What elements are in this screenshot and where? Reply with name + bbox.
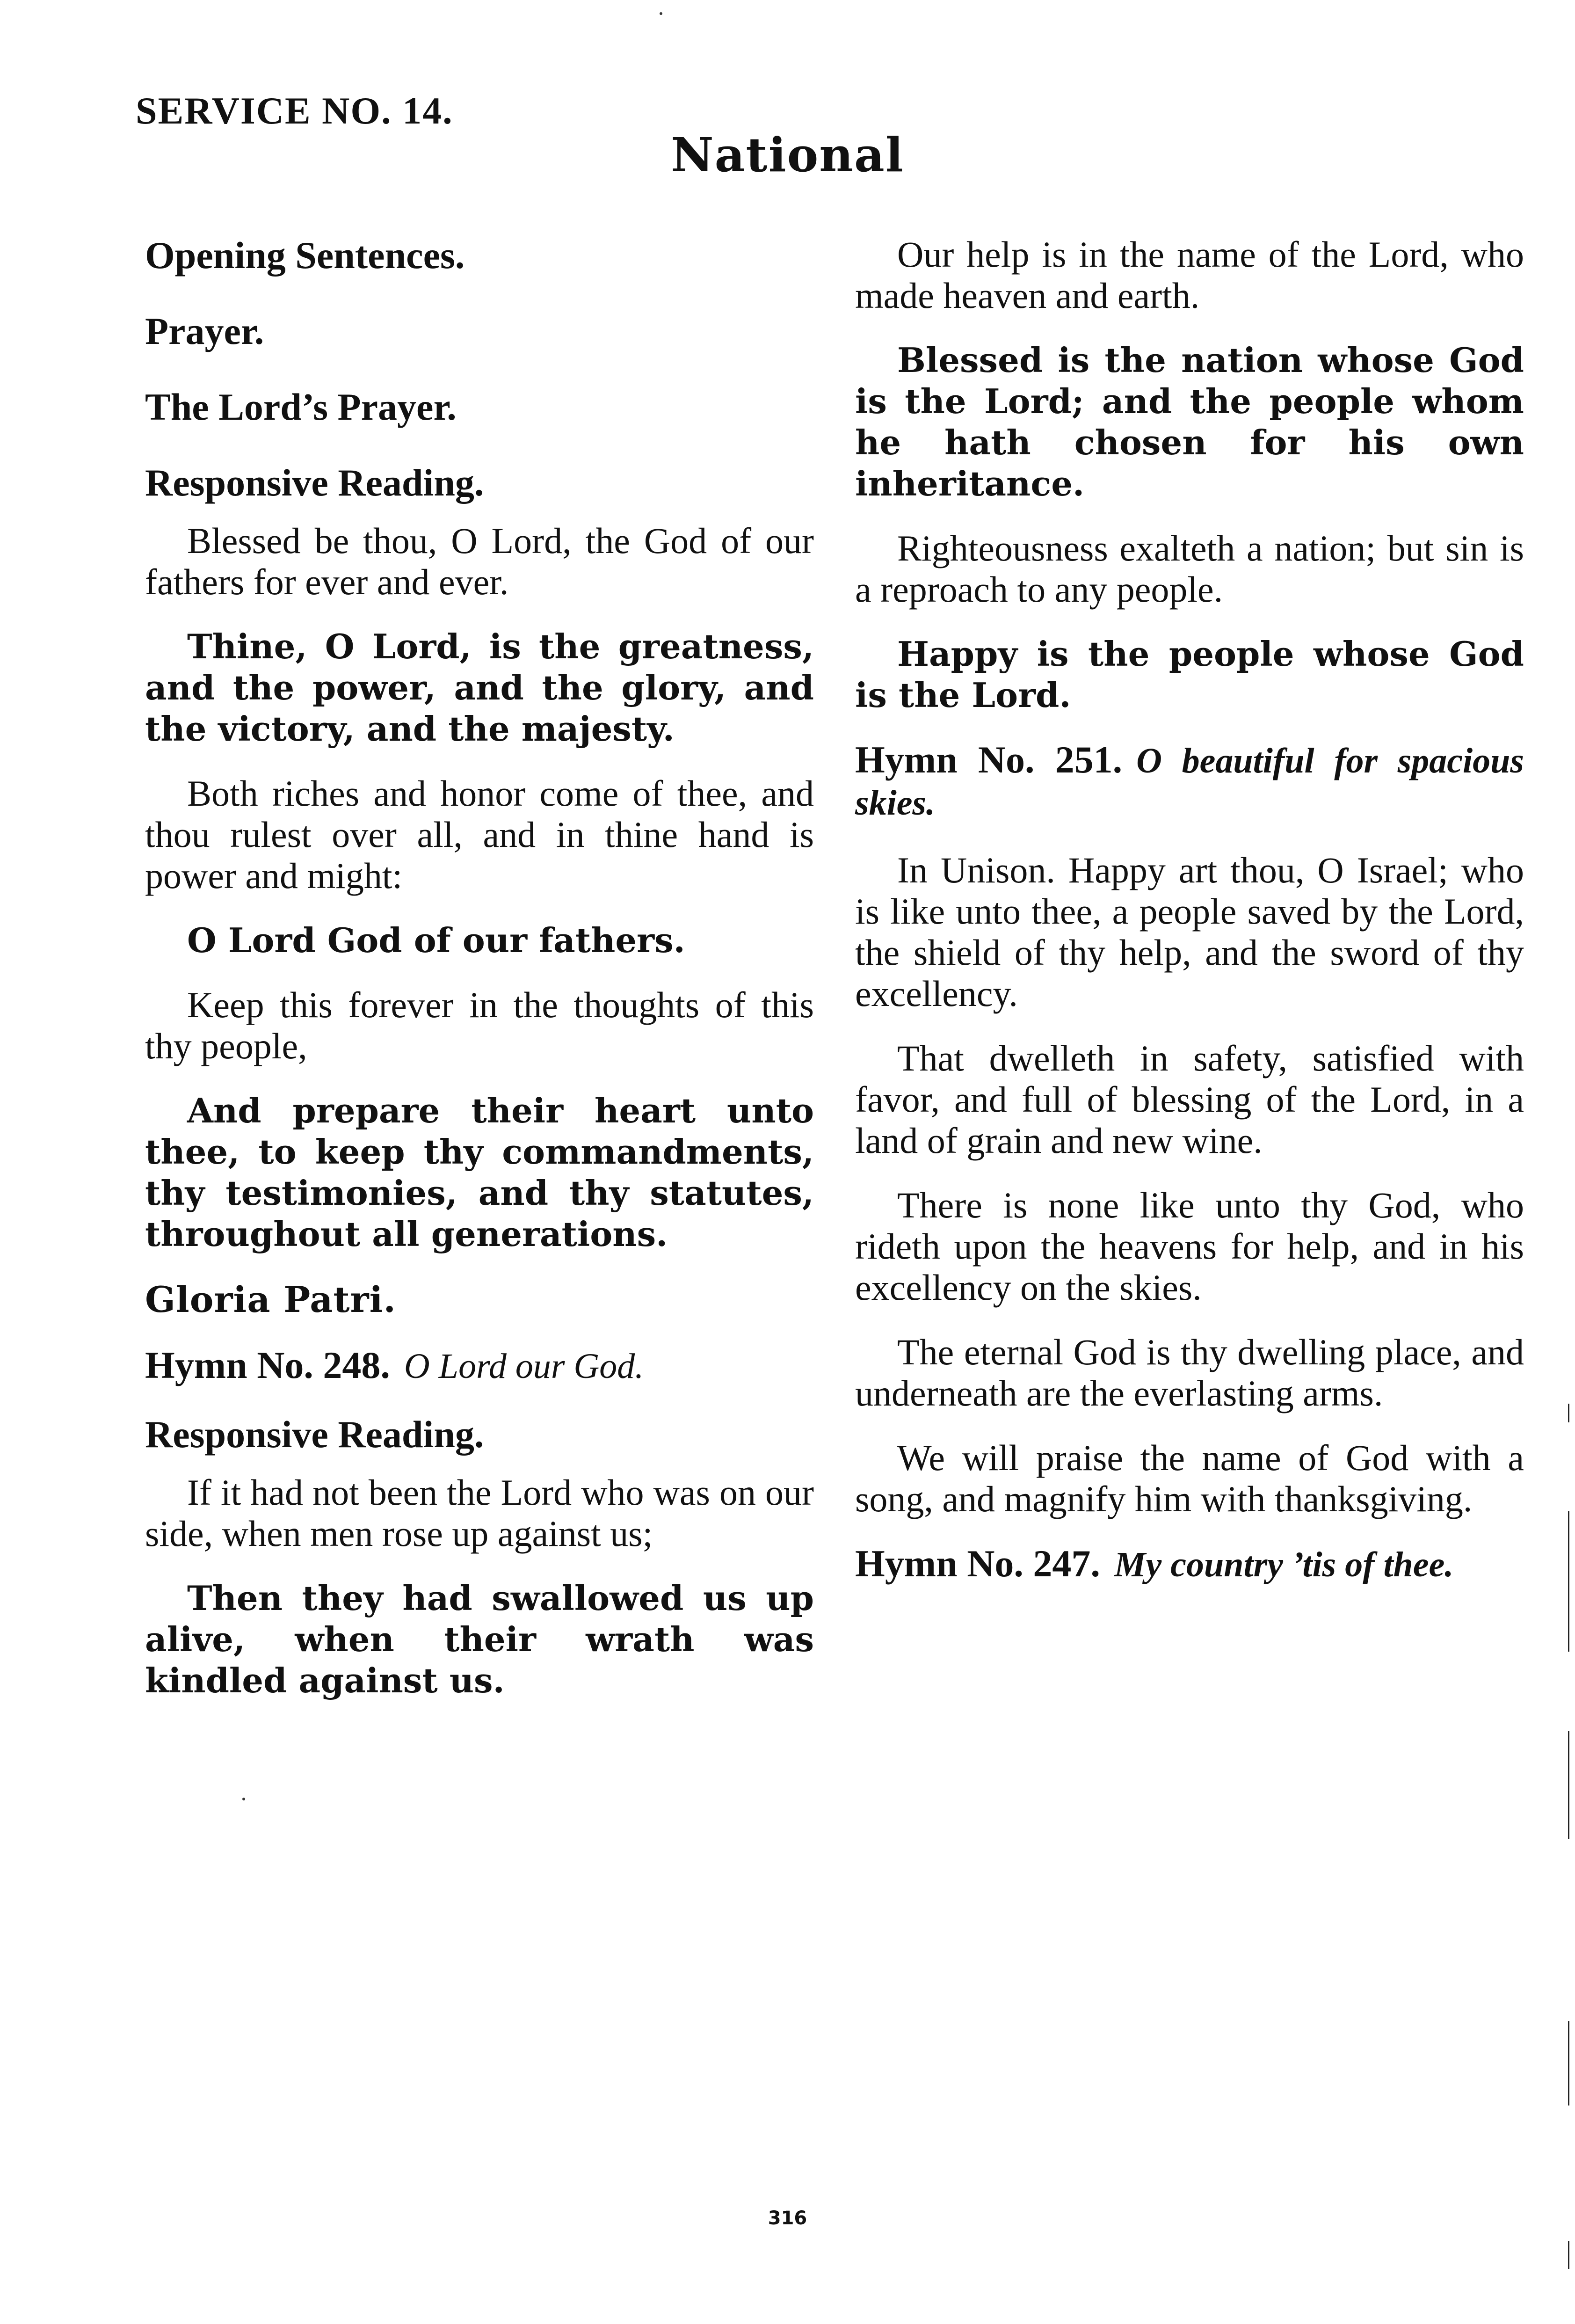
reading-response: And prepare their heart unto thee, to keep thy commandments, thy testimonies, and thy statutes, throughout all generations. [145, 1091, 814, 1254]
hymn-number: Hymn No. 247. [855, 1542, 1100, 1585]
reading-response: O Lord God of our fathers. [187, 920, 685, 960]
hymn-title: O beautiful for spacious skies. [855, 741, 1524, 823]
responsive-reading-heading: Responsive Reading. [145, 461, 484, 504]
hymn-247 [855, 1543, 1524, 1585]
hymn-title: My country ’tis of thee. [1114, 1545, 1454, 1584]
gloria-patri-heading: Gloria Patri. [145, 1279, 396, 1320]
scan-edge-mark [1568, 1511, 1569, 1652]
reading-verse: That dwelleth in safety, satisfied with favor, and full of blessing of the Lord, in a land of grain and new wine. [855, 1038, 1524, 1161]
opening-sentences-heading: Opening Sentences. [145, 234, 465, 277]
reading-verse: There is none like unto thy God, who rideth upon the heavens for help, and in his excellency on the skies. [855, 1185, 1524, 1308]
responsive-reading-heading: Responsive Reading. [145, 1413, 484, 1456]
left-column [145, 234, 814, 1725]
scan-edge-mark [1568, 2021, 1569, 2105]
lords-prayer-heading: The Lord’s Prayer. [145, 386, 457, 428]
scan-edge-mark [1568, 1731, 1569, 1839]
reading-verse: Righteousness exalteth a nation; but sin is a reproach to any people. [855, 528, 1524, 610]
reading-verse: The eternal God is thy dwelling place, and underneath are the everlasting arms. [855, 1332, 1524, 1413]
hymn-number: Hymn No. 251. [855, 738, 1123, 781]
print-speck [660, 12, 662, 15]
reading-response: Blessed is the nation whose God is the Lord; and the people whom he hath chosen for his own inheritance. [855, 340, 1524, 503]
page-title: National [671, 127, 904, 182]
print-speck [242, 1798, 245, 1800]
reading-verse: Keep this forever in the thoughts of this thy people, [145, 984, 814, 1066]
reading-verse: Both riches and honor come of thee, and thou rulest over all, and in thine hand is power and might: [145, 773, 814, 896]
scan-edge-mark [1568, 1404, 1569, 1422]
reading-response: Happy is the people whose God is the Lord. [855, 634, 1524, 715]
hymn-248 [145, 1345, 814, 1387]
right-column [855, 234, 1524, 1611]
reading-verse: Blessed be thou, O Lord, the God of our fathers for ever and ever. [145, 520, 814, 602]
reading-verse: We will praise the name of God with a song, and magnify him with thanksgiving. [855, 1437, 1524, 1519]
hymn-251 [855, 739, 1524, 823]
reading-verse: If it had not been the Lord who was on our side, when men rose up against us; [145, 1472, 814, 1554]
hymn-number: Hymn No. 248. [145, 1344, 390, 1386]
page-number: 316 [768, 2207, 807, 2229]
reading-response: Thine, O Lord, is the greatness, and the power, and the glory, and the victory, and the majesty. [145, 627, 814, 749]
hymn-title: O Lord our God. [404, 1347, 644, 1386]
prayer-heading: Prayer. [145, 310, 264, 352]
scan-edge-mark [1568, 2241, 1569, 2269]
reading-verse: In Unison. Happy art thou, O Israel; who is like unto thee, a people saved by the Lord, the shield of thy help, and the sword of thy excellency. [855, 850, 1524, 1014]
reading-response: Then they had swallowed us up alive, when their wrath was kindled against us. [145, 1578, 814, 1700]
service-number: SERVICE NO. 14. [136, 89, 453, 132]
reading-verse: Our help is in the name of the Lord, who made heaven and earth. [855, 234, 1524, 316]
